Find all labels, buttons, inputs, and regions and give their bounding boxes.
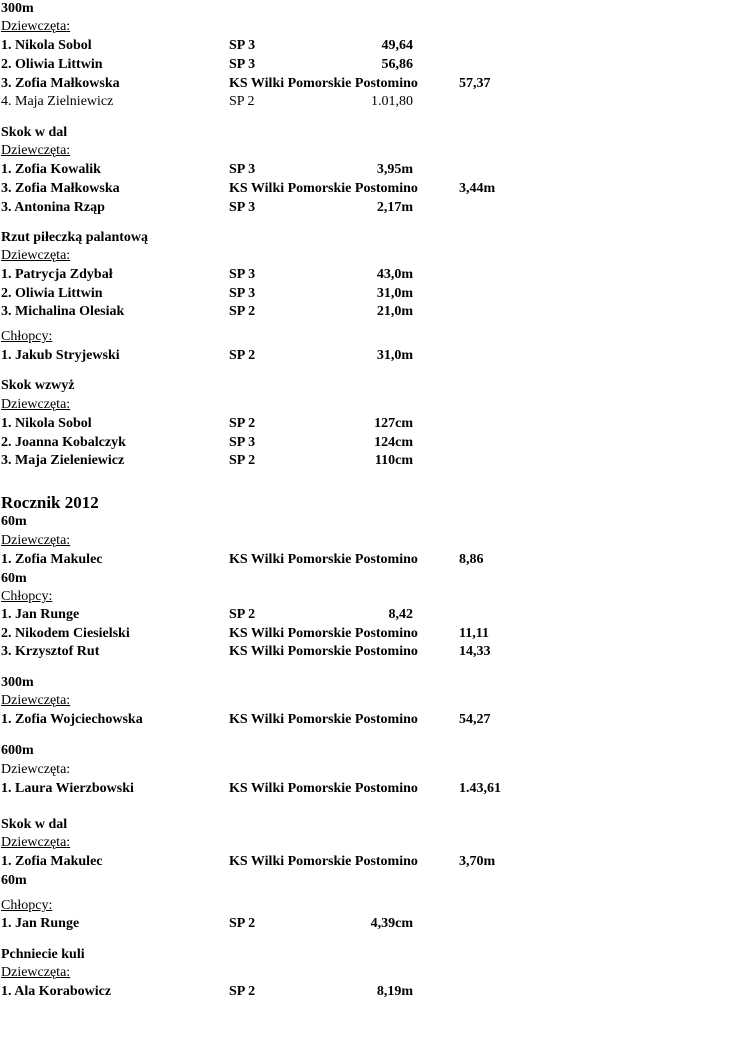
result-row (1, 435, 701, 451)
event-heading: 60m (1, 514, 27, 529)
result-value: 54,27 (459, 712, 491, 727)
result-row (1, 854, 701, 870)
event-heading: Skok w dal (1, 817, 68, 832)
athlete-name: 1. Zofia Kowalik (1, 162, 101, 177)
club-name: KS Wilki Pomorskie Postomino (229, 854, 418, 869)
event-heading: Skok wzwyż (1, 378, 75, 393)
athlete-name: 3. Krzysztof Rut (1, 644, 100, 659)
result-row (1, 304, 701, 320)
group-label: Chłopcy: (1, 589, 53, 604)
event-heading: 300m (1, 675, 34, 690)
athlete-name: 2. Oliwia Littwin (1, 57, 103, 72)
event-heading: Skok w dal (1, 125, 68, 140)
event-heading: 60m (1, 571, 27, 586)
athlete-name: 1. Patrycja Zdybał (1, 267, 113, 282)
club-name: SP 2 (229, 607, 256, 622)
result-row (1, 57, 701, 73)
club-name: SP 3 (229, 267, 256, 282)
athlete-name: 1. Laura Wierzbowski (1, 781, 134, 796)
result-value: 43,0m (376, 267, 413, 282)
event-heading: 600m (1, 743, 34, 758)
result-row (1, 781, 701, 797)
athlete-name: 2. Nikodem Ciesielski (1, 626, 130, 641)
result-row (1, 162, 701, 178)
result-row (1, 644, 701, 660)
result-value: 2,17m (376, 200, 413, 215)
result-row (1, 453, 701, 469)
result-row (1, 416, 701, 432)
result-row (1, 552, 701, 568)
result-value: 3,70m (459, 854, 496, 869)
result-value: 3,95m (376, 162, 413, 177)
club-name: SP 2 (229, 416, 256, 431)
athlete-name: 1. Nikola Sobol (1, 38, 92, 53)
athlete-name: 1. Jan Runge (1, 607, 80, 622)
group-label: Dziewczęta: (1, 397, 71, 412)
result-row (1, 267, 701, 283)
result-row (1, 181, 701, 197)
club-name: SP 2 (229, 916, 256, 931)
group-label: Dziewczęta: (1, 693, 71, 708)
athlete-name: 3. Zofia Małkowska (1, 181, 120, 196)
result-value: 8,42 (388, 607, 413, 622)
group-label: Dziewczęta: (1, 835, 71, 850)
athlete-name: 1. Zofia Wojciechowska (1, 712, 143, 727)
result-row (1, 348, 701, 364)
group-label: Dziewczęta: (1, 248, 71, 263)
result-value: 124cm (374, 435, 413, 450)
group-label: Dziewczęta: (1, 533, 71, 548)
club-name: SP 2 (229, 94, 255, 109)
athlete-name: 3. Antonina Rząp (1, 200, 105, 215)
club-name: SP 3 (229, 57, 256, 72)
result-value: 57,37 (459, 76, 491, 91)
club-name: SP 3 (229, 435, 256, 450)
result-value: 110cm (374, 453, 413, 468)
result-row (1, 200, 701, 216)
athlete-name: 3. Zofia Małkowska (1, 76, 120, 91)
result-value: 31,0m (376, 348, 413, 363)
result-value: 56,86 (381, 57, 413, 72)
event-heading: Rzut piłeczką palantową (1, 230, 148, 245)
club-name: SP 3 (229, 200, 256, 215)
result-value: 8,19m (376, 984, 413, 999)
year-heading: Rocznik 2012 (1, 493, 99, 512)
athlete-name: 1. Nikola Sobol (1, 416, 92, 431)
result-row (1, 286, 701, 302)
result-row (1, 38, 701, 54)
result-row (1, 607, 701, 623)
result-value: 1.43,61 (459, 781, 501, 796)
club-name: KS Wilki Pomorskie Postomino (229, 626, 418, 641)
club-name: KS Wilki Pomorskie Postomino (229, 76, 418, 91)
athlete-name: 2. Oliwia Littwin (1, 286, 103, 301)
result-value: 3,44m (459, 181, 496, 196)
club-name: SP 2 (229, 304, 256, 319)
athlete-name: 1. Ala Korabowicz (1, 984, 112, 999)
result-row (1, 94, 701, 110)
athlete-name: 3. Michalina Olesiak (1, 304, 125, 319)
group-label: Dziewczęta: (1, 762, 71, 777)
result-value: 8,86 (459, 552, 484, 567)
result-row (1, 76, 701, 92)
club-name: SP 2 (229, 453, 256, 468)
club-name: KS Wilki Pomorskie Postomino (229, 644, 418, 659)
athlete-name: 1. Zofia Makulec (1, 854, 103, 869)
group-label: Dziewczęta: (1, 19, 71, 34)
result-value: 14,33 (459, 644, 491, 659)
athlete-name: 4. Maja Zielniewicz (1, 94, 114, 109)
athlete-name: 2. Joanna Kobalczyk (1, 435, 126, 450)
result-value: 4,39cm (370, 916, 413, 931)
group-label: Dziewczęta: (1, 143, 71, 158)
club-name: KS Wilki Pomorskie Postomino (229, 552, 418, 567)
event-heading: Pchniecie kuli (1, 947, 85, 962)
result-row (1, 712, 701, 728)
club-name: SP 2 (229, 348, 256, 363)
club-name: SP 3 (229, 286, 256, 301)
result-row (1, 626, 701, 642)
result-row (1, 984, 701, 1000)
result-value: 49,64 (381, 38, 413, 53)
club-name: KS Wilki Pomorskie Postomino (229, 181, 418, 196)
result-value: 31,0m (376, 286, 413, 301)
group-label: Chłopcy: (1, 898, 53, 913)
result-value: 1.01,80 (371, 94, 413, 109)
club-name: SP 3 (229, 38, 256, 53)
club-name: SP 3 (229, 162, 256, 177)
athlete-name: 1. Jan Runge (1, 916, 80, 931)
result-value: 11,11 (459, 626, 489, 641)
group-label: Chłopcy: (1, 329, 53, 344)
result-row (1, 916, 701, 932)
athlete-name: 1. Zofia Makulec (1, 552, 103, 567)
event-heading: 60m (1, 873, 27, 888)
result-value: 127cm (374, 416, 413, 431)
athlete-name: 1. Jakub Stryjewski (1, 348, 120, 363)
club-name: SP 2 (229, 984, 256, 999)
result-value: 21,0m (376, 304, 413, 319)
athlete-name: 3. Maja Zieleniewicz (1, 453, 125, 468)
club-name: KS Wilki Pomorskie Postomino (229, 781, 418, 796)
event-heading: 300m (1, 1, 34, 16)
group-label: Dziewczęta: (1, 965, 71, 980)
club-name: KS Wilki Pomorskie Postomino (229, 712, 418, 727)
